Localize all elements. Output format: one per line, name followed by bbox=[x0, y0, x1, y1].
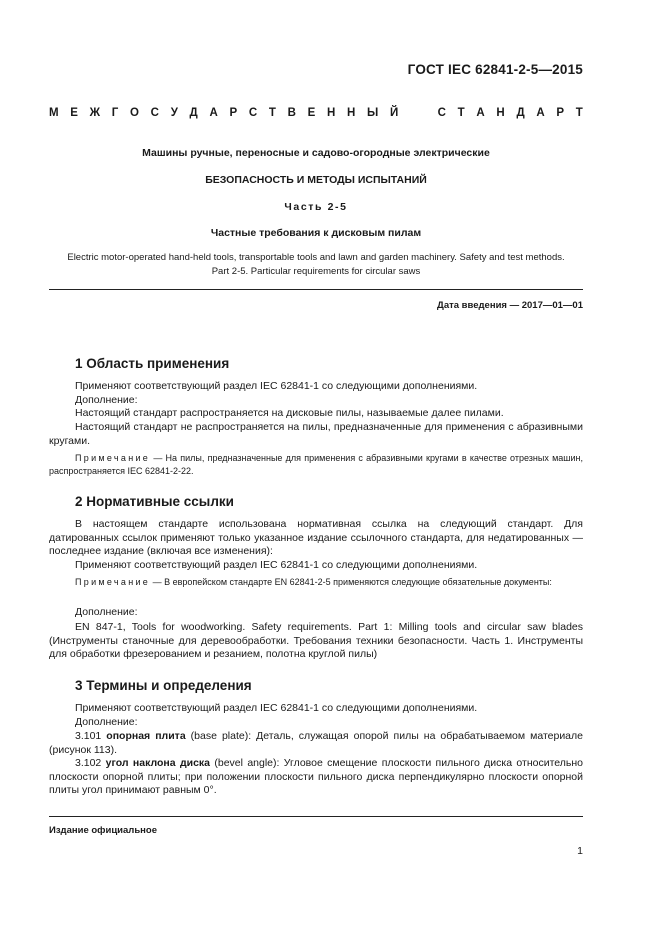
letter: О bbox=[130, 107, 139, 119]
letter: С bbox=[437, 107, 446, 119]
letter: Е bbox=[307, 107, 316, 119]
letter: Г bbox=[111, 107, 119, 119]
letter: Р bbox=[229, 107, 238, 119]
letter: У bbox=[170, 107, 178, 119]
letter: Е bbox=[70, 107, 78, 119]
letter: Д bbox=[189, 107, 198, 119]
term-name: опорная плита bbox=[106, 730, 186, 742]
letter: Р bbox=[556, 107, 565, 119]
section-2-heading: 2 Нормативные ссылки bbox=[75, 494, 234, 509]
gost-code: ГОСТ IEC 62841-2-5—2015 bbox=[407, 62, 583, 77]
title-divider bbox=[49, 289, 583, 290]
note-label: Примечание bbox=[75, 453, 151, 463]
letter: Н bbox=[347, 107, 356, 119]
section-2-paragraph: В настоящем стандарте использована нормативная ссылка на следующий стандарт. Для датированных ссылок применяют только указанное издание ссылочного стандарта, для недатированных — последнее издание (включая все изменения): bbox=[49, 518, 583, 557]
term-definition: (base plate): Деталь, служащая опорой пилы на обрабатываемом материале (рисунок 113). bbox=[49, 730, 583, 756]
title-line-2: БЕЗОПАСНОСТЬ И МЕТОДЫ ИСПЫТАНИЙ bbox=[205, 174, 427, 186]
letter: А bbox=[476, 107, 485, 119]
footer-divider bbox=[49, 816, 583, 817]
letter: А bbox=[209, 107, 218, 119]
term-definition: (bevel angle): Угловое смещение плоскости пильного диска относительно плоскости опорной плиты; при положении плоскости пильного диска перпендикулярно плоскости опорной плиты угол принимают равным 0°. bbox=[49, 757, 583, 796]
section-1-paragraph: Настоящий стандарт распространяется на дисковые пилы, называемые далее пилами. bbox=[75, 407, 504, 419]
letter: Д bbox=[516, 107, 525, 119]
english-title-line-1: Electric motor-operated hand-held tools, transportable tools and lawn and garden machinery. Safety and test methods. bbox=[67, 252, 565, 263]
section-1-note bbox=[49, 452, 583, 477]
title-line-4: Частные требования к дисковым пилам bbox=[210, 227, 422, 239]
standard-type-heading bbox=[49, 107, 583, 119]
section-1-paragraph: Настоящий стандарт не распространяется на пилы, предназначенные для применения с абразивными кругами. bbox=[49, 421, 583, 447]
term-number: 3.101 bbox=[75, 730, 107, 742]
letter: А bbox=[536, 107, 545, 119]
page-number: 1 bbox=[577, 845, 583, 857]
letter: Т bbox=[457, 107, 465, 119]
section-3-paragraph: Дополнение: bbox=[75, 716, 138, 728]
term-name: угол наклона диска bbox=[105, 757, 211, 769]
section-3-paragraph: Применяют соответствующий раздел IEC 62841-1 со следующими дополнениями. bbox=[75, 702, 478, 714]
section-2-paragraph: Дополнение: bbox=[75, 606, 138, 618]
letter: М bbox=[49, 107, 59, 119]
term-3-101 bbox=[49, 730, 583, 757]
word-gap bbox=[410, 107, 426, 119]
letter: С bbox=[248, 107, 258, 119]
letter: Ы bbox=[367, 107, 379, 119]
note-text: — На пилы, предназначенные для применения с абразивными кругами в качестве отрезных машин, распространяется IEC 62841-2-22. bbox=[49, 453, 583, 476]
section-2-note bbox=[49, 576, 583, 589]
title-part: Часть 2-5 bbox=[284, 201, 348, 213]
letter: Т bbox=[575, 107, 583, 119]
introduction-date: Дата введения — 2017—01—01 bbox=[437, 300, 583, 311]
section-2-paragraph: Применяют соответствующий раздел IEC 62841-1 со следующими дополнениями. bbox=[75, 559, 478, 571]
letter: Ж bbox=[89, 107, 101, 119]
letter: Н bbox=[496, 107, 505, 119]
letter: Н bbox=[326, 107, 336, 119]
letter: В bbox=[287, 107, 296, 119]
section-1-paragraph: Дополнение: bbox=[75, 394, 138, 406]
note-text: — В европейском стандарте EN 62841-2-5 применяются следующие обязательные документы: bbox=[150, 577, 552, 587]
section-2-reference: EN 847-1, Tools for woodworking. Safety requirements. Part 1: Milling tools and circular saw blades (Инструменты станочные для деревообработки. Требования техники безопасности. Часть 1. Инструменты для обработки фрезерованием и резанием, полотна круглой пилы) bbox=[49, 621, 583, 660]
letter: С bbox=[150, 107, 159, 119]
english-title-line-2: Part 2-5. Particular requirements for circular saws bbox=[211, 265, 421, 277]
official-edition-label: Издание официальное bbox=[49, 825, 157, 836]
letter: Т bbox=[268, 107, 276, 119]
english-title bbox=[49, 251, 583, 278]
title-line-1: Машины ручные, переносные и садово-огородные электрические bbox=[142, 147, 490, 159]
letter: Й bbox=[389, 107, 399, 119]
note-label: Примечание bbox=[75, 577, 151, 587]
term-3-102 bbox=[49, 757, 583, 798]
section-1-paragraph: Применяют соответствующий раздел IEC 62841-1 со следующими дополнениями. bbox=[75, 380, 478, 392]
section-1-heading: 1 Область применения bbox=[75, 356, 230, 371]
section-3-heading: 3 Термины и определения bbox=[75, 678, 252, 693]
term-number: 3.102 bbox=[75, 757, 106, 769]
